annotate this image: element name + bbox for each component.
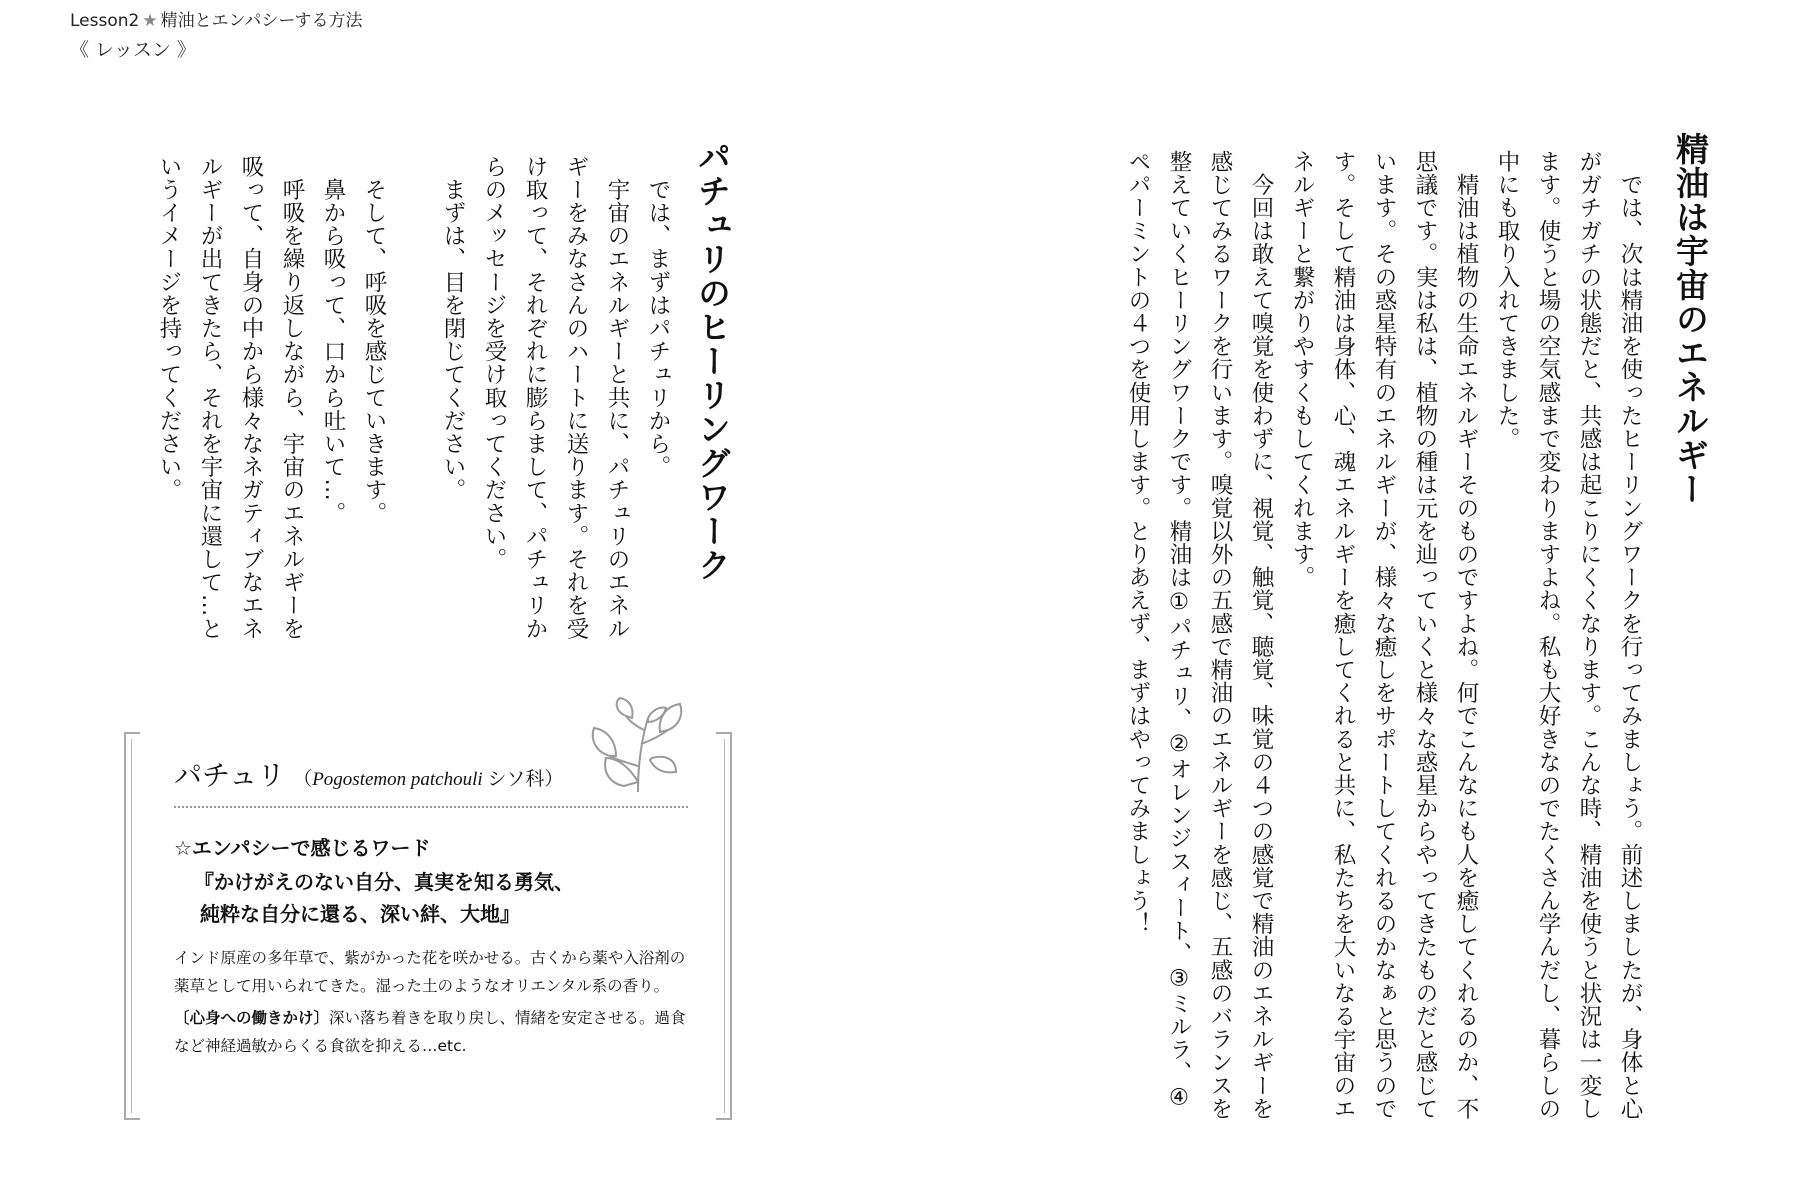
herb-scientific-name [293,769,563,790]
chapter-title: 精油とエンパシーする方法 [160,11,363,31]
paragraph: まずは、目を閉じてください。 [440,155,466,502]
paragraph: そして、呼吸を感じていきます。 [361,155,387,525]
empathy-words-line: 純粋な自分に還る、深い絆、大地』 [200,902,520,926]
empathy-words-line: 『かけがえのない自分、真実を知る勇気、 [194,870,574,894]
scientific-name: Pogostemon patchouli [312,769,483,790]
paragraph: 精油は植物の生命エネルギーそのものですよね。何でこんなにも人を癒してくれるのか、不思議です。実は私は、植物の種は元を辿っていくと様々な惑星からやってきたものだと感じています。その惑星特有のエネルギーが、様々な癒しをサポートしてくれるのかなぁと思うのです。そして精油は身体、心、魂エネルギーを癒してくれると共に、私たちを大いなる宇宙のエネルギーと繋がりやすくもしてくれます。 [1289,150,1479,1121]
left-page-body [98,155,678,655]
effect-label: 〔心身への働きかけ〕 [174,1009,330,1027]
lesson-number: Lesson2 [70,11,140,31]
box-left-bracket [124,732,140,1120]
breadcrumb [70,10,363,32]
paragraph: では、次は精油を使ったヒーリングワークを行ってみましょう。前述しましたが、身体と心がガチガチの状態だと、共感は起こりにくくなります。こんな時、精油を使うと状況は一変します。使うと場の空気感まで変わりますよね。私も大好きなのでたくさん学んだし、暮らしの中にも取り入れてきました。 [1494,150,1643,1121]
herb-origin-text: インド原産の多年草で、紫がかった花を咲かせる。古くから薬や入浴剤の薬草として用いられてきた。湿った土のようなオリエンタル系の香り。 [174,949,686,995]
herb-name-row [174,754,563,794]
paragraph: 呼吸を繰り返しながら、宇宙のエネルギーを吸って、自身の中から様々なネガティブなエネルギーが出てきたら、それを宇宙に還して…というイメージを持ってください。 [156,155,305,641]
paragraph: 今回は敢えて嗅覚を使わずに、視覚、触覚、聴覚、味覚の４つの感覚で精油のエネルギーを感じてみるワークを行います。嗅覚以外の五感で精油のエネルギーを感じ、五感のバランスを整えていくヒーリングワークです。精油は①パチュリ、②オレンジスィート、③ミルラ、④ペパーミントの４つを使用します。とりあえず、まずはやってみましょう！ [1125,150,1274,1121]
paragraph: 宇宙のエネルギーと共に、パチュリのエネルギーをみなさんのハートに送ります。それを受け取って、それぞれに膨らまして、パチュリからのメッセージを受け取ってください。 [481,155,630,641]
herb-effect [174,1004,694,1060]
effect-text: 深い落ち着きを取り戻し、情緒を安定させる。過食など神経過敏からくる食欲を抑える…etc. [174,1009,686,1055]
paragraph: では、まずはパチュリから。 [645,155,671,479]
empathy-words-heading: ☆エンパシーで感じるワード [174,836,431,860]
section-label: 《 レッスン 》 [70,39,196,61]
right-page-title: 精油は宇宙のエネルギー [1671,132,1710,506]
box-right-bracket [716,732,732,1120]
left-page-title: パチュリのヒーリングワーク [693,140,732,582]
herb-info-box [124,732,732,1120]
herb-name: パチュリ [174,759,286,792]
herb-description [174,944,694,1064]
star-icon: ★ [142,11,158,31]
right-page-body [970,150,1650,1130]
empathy-words [194,866,574,930]
page-header [70,10,363,62]
patchouli-leaf-icon [586,696,686,796]
paragraph: 鼻から吸って、口から吐いて…。 [320,155,346,525]
paren-open: （ [293,769,313,790]
dotted-divider [174,806,688,808]
herb-family: シソ科） [487,769,564,790]
